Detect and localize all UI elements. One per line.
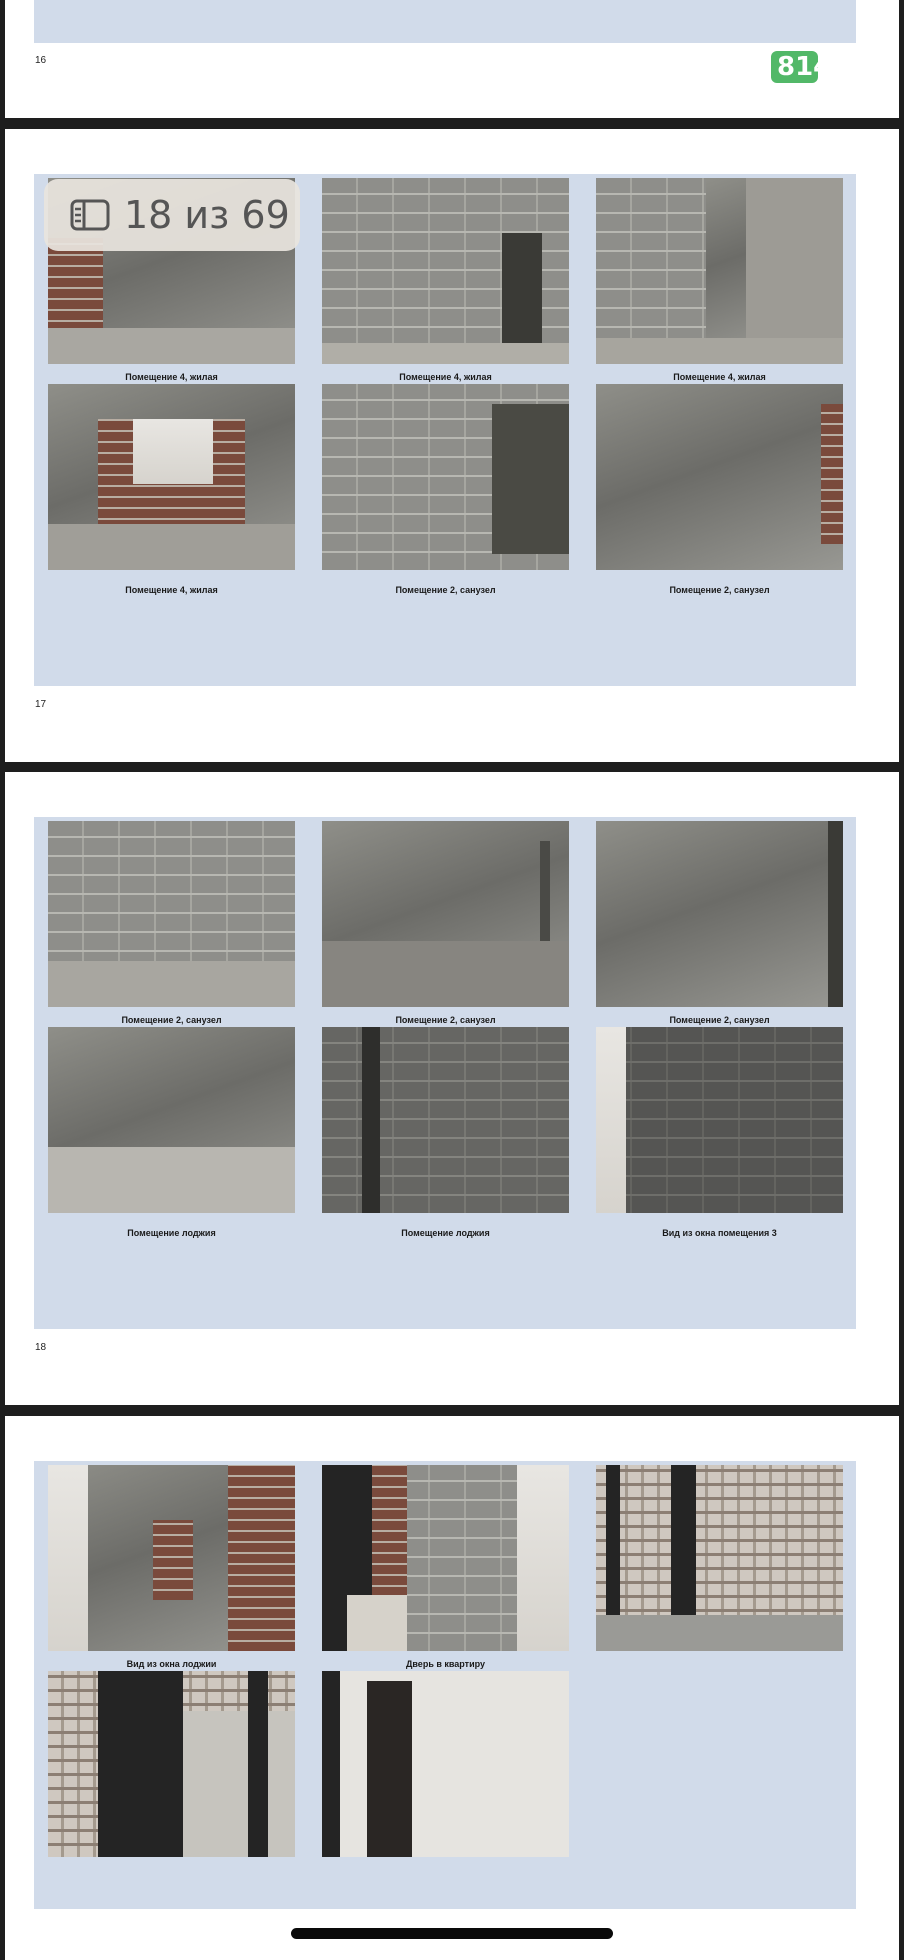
room-photo[interactable] bbox=[596, 1027, 843, 1213]
page-number: 17 bbox=[35, 699, 47, 710]
room-photo[interactable] bbox=[596, 178, 843, 364]
room-photo[interactable] bbox=[596, 384, 843, 570]
photo-caption: Помещение 4, жилая bbox=[673, 372, 766, 382]
photo-caption: Помещение 2, санузел bbox=[669, 585, 770, 595]
photo-caption: Помещение 2, санузел bbox=[395, 1015, 496, 1025]
photo-caption: Помещение 2, санузел bbox=[395, 585, 496, 595]
room-photo[interactable] bbox=[48, 384, 295, 570]
photo-caption: Помещение 2, санузел bbox=[669, 1015, 770, 1025]
room-photo[interactable] bbox=[322, 1465, 569, 1651]
photo-caption: Помещение 4, жилая bbox=[125, 372, 218, 382]
photo-caption: Помещение 4, жилая bbox=[125, 585, 218, 595]
photo-caption: Вид из окна лоджии bbox=[126, 1659, 217, 1669]
page-counter-text: 18 из 69 bbox=[124, 193, 290, 237]
photo-caption: Помещение 2, санузел bbox=[121, 1015, 222, 1025]
page-16 bbox=[5, 0, 899, 118]
photo-panel bbox=[34, 0, 856, 43]
room-photo[interactable] bbox=[48, 1465, 295, 1651]
room-photo[interactable] bbox=[322, 384, 569, 570]
room-photo[interactable] bbox=[596, 821, 843, 1007]
room-photo[interactable] bbox=[596, 1465, 843, 1651]
room-photo[interactable] bbox=[322, 821, 569, 1007]
page-18 bbox=[5, 772, 899, 1405]
photo-caption: Помещение 4, жилая bbox=[399, 372, 492, 382]
page-19 bbox=[5, 1416, 899, 1960]
room-photo[interactable] bbox=[48, 1027, 295, 1213]
room-photo[interactable] bbox=[48, 821, 295, 1007]
photo-caption: Помещение лоджия bbox=[127, 1228, 216, 1238]
page-counter-overlay[interactable] bbox=[44, 179, 300, 251]
page-number: 16 bbox=[35, 55, 47, 66]
sidebar-icon bbox=[70, 199, 110, 231]
photo-caption: Помещение лоджия bbox=[401, 1228, 490, 1238]
room-photo[interactable] bbox=[48, 1671, 295, 1857]
home-indicator[interactable] bbox=[291, 1928, 613, 1939]
page-number: 18 bbox=[35, 1342, 47, 1353]
room-photo[interactable] bbox=[322, 1027, 569, 1213]
room-photo[interactable] bbox=[322, 1671, 569, 1857]
price-badge: 814 bbox=[771, 51, 818, 83]
photo-caption: Дверь в квартиру bbox=[405, 1659, 486, 1669]
room-photo[interactable] bbox=[322, 178, 569, 364]
photo-caption: Вид из окна помещения 3 bbox=[662, 1228, 777, 1238]
